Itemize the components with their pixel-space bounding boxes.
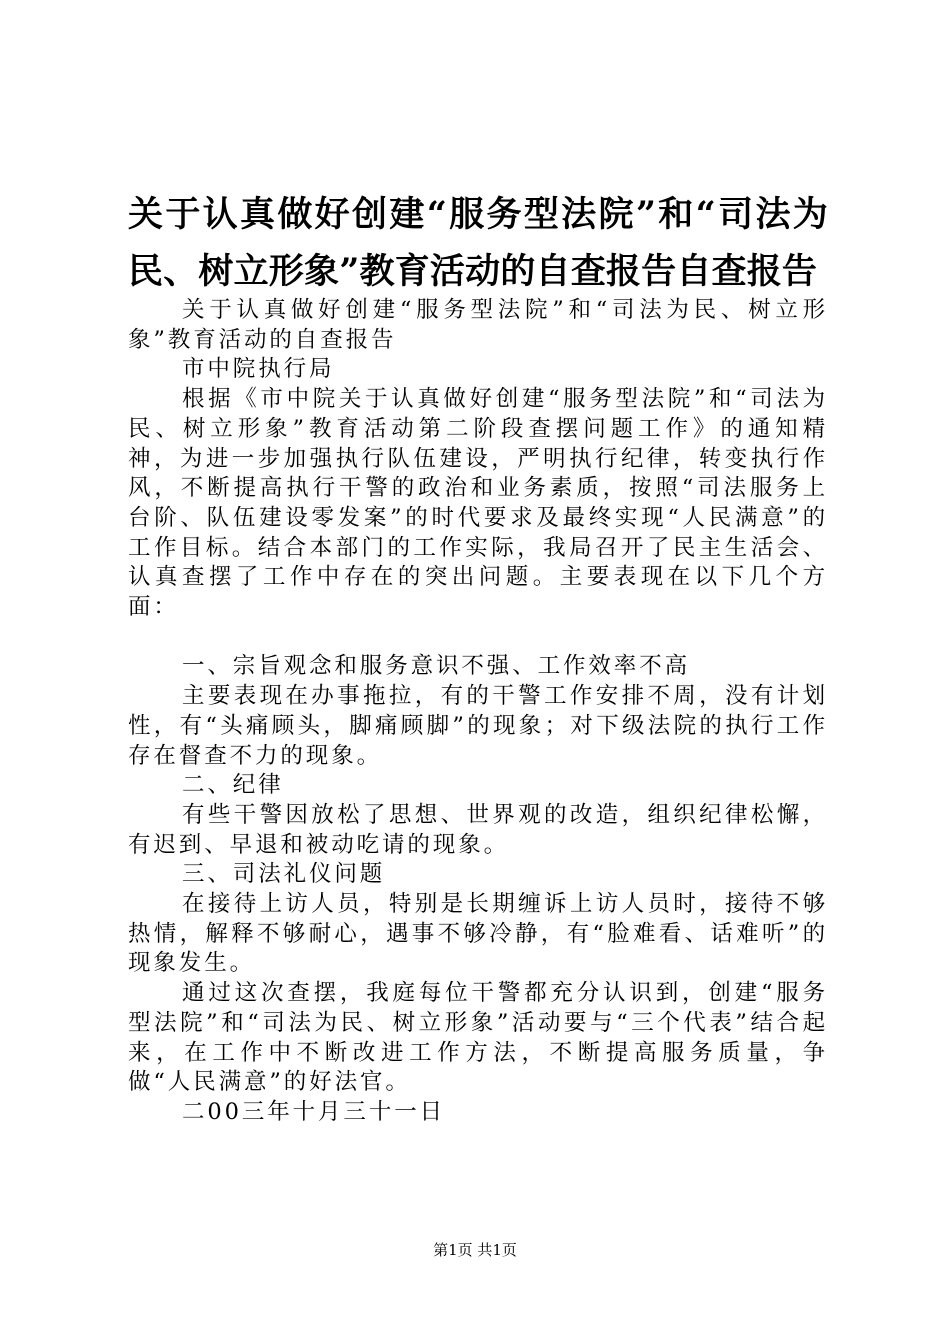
- section-body-3: 在接待上访人员，特别是长期缠诉上访人员时，接待不够热情，解释不够耐心，遇事不够冷静，有“脸难看、话难听”的现象发生。: [128, 891, 828, 977]
- section-body-1: 主要表现在办事拖拉，有的干警工作安排不周，没有计划性，有“头痛顾头，脚痛顾脚”的现象；对下级法院的执行工作存在督查不力的现象。: [128, 683, 828, 769]
- section-heading-2: 二、纪律: [182, 772, 284, 799]
- section-heading-1: 一、宗旨观念和服务意识不强、工作效率不高: [182, 653, 691, 680]
- subtitle-paragraph: 关于认真做好创建“服务型法院”和“司法为民、树立形象”教育活动的自查报告: [128, 297, 828, 353]
- document-title: 关于认真做好创建“服务型法院”和“司法为民、树立形象”教育活动的自查报告自查报告: [128, 194, 828, 292]
- section-body-2: 有些干警因放松了思想、世界观的改造，组织纪律松懈，有迟到、早退和被动吃请的现象。: [128, 801, 828, 858]
- intro-paragraph: 根据《市中院关于认真做好创建“服务型法院”和“司法为民、树立形象”教育活动第二阶段查摆问题工作》的通知精神，为进一步加强执行队伍建设，严明执行纪律，转变执行作风，不断提高执行干警的政治和业务素质，按照“司法服务上台阶、队伍建设零发案”的时代要求及最终实现“人民满意”的工作目标。结合本部门的工作实际，我局召开了民主生活会、认真查摆了工作中存在的突出问题。主要表现在以下几个方面：: [128, 386, 828, 621]
- conclusion-paragraph: 通过这次查摆，我庭每位干警都充分认识到，创建“服务型法院”和“司法为民、树立形象”活动要与“三个代表”结合起来，在工作中不断改进工作方法，不断提高服务质量，争做“人民满意”的好法官。: [128, 980, 828, 1096]
- date-line: 二00三年十月三十一日: [182, 1098, 446, 1125]
- section-heading-3: 三、司法礼仪问题: [182, 861, 386, 888]
- page-footer: 第1页 共1页: [433, 1241, 517, 1259]
- paragraph-gap: [128, 623, 828, 653]
- document-body: [128, 296, 828, 1128]
- department-line: 市中院执行局: [182, 356, 335, 383]
